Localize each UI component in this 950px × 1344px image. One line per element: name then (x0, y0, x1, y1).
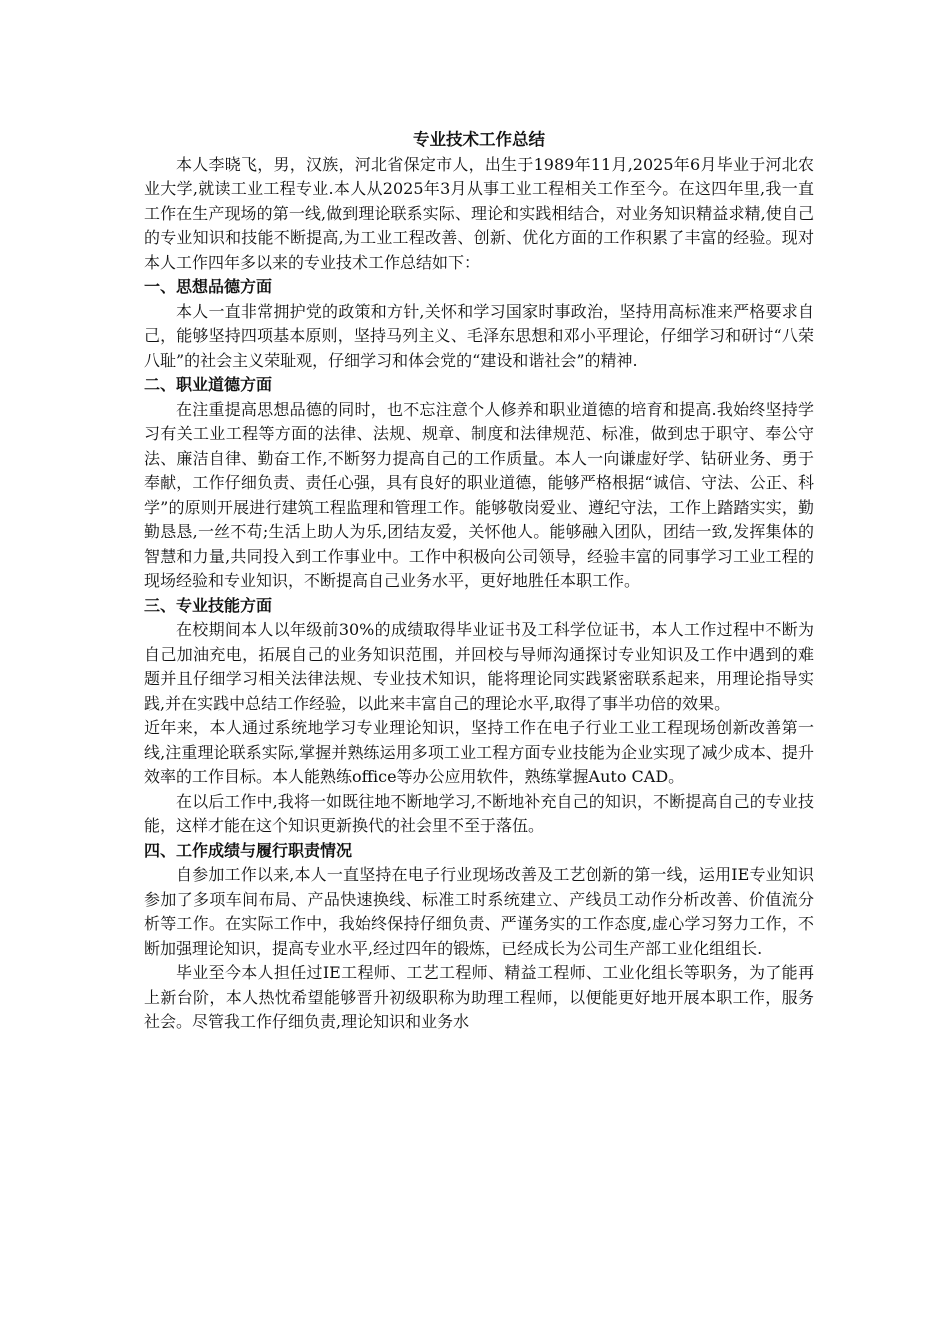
section-heading-3: 三、专业技能方面 (144, 595, 273, 615)
section-3-paragraph-3: 在以后工作中,我将一如既往地不断地学习,不断地补充自己的知识，不断提高自己的专业技能，这样才能在这个知识更新换代的社会里不至于落伍。 (144, 791, 814, 835)
section-2-paragraph-1: 在注重提高思想品德的同时，也不忘注意个人修养和职业道德的培育和提高.我始终坚持学习有关工业工程等方面的法律、法规、规章、制度和法律规范、标准，做到忠于职守、奉公守法、廉洁自律、勤奋工作,不断努力提高自己的工作质量。本人一向谦虚好学、钻研业务、勇于奉献，工作仔细负责、责任心强，具有良好的职业道德，能够严格根据“诚信、守法、公正、科学”的原则开展进行建筑工程监理和管理工作。能够敬岗爱业、遵纪守法，工作上踏踏实实，勤勤恳恳,一丝不苟;生活上助人为乐,团结友爱，关怀他人。能够融入团队，团结一致,发挥集体的智慧和力量,共同投入到工作事业中。工作中积极向公司领导，经验丰富的同事学习工业工程的现场经验和专业知识，不断提高自己业务水平，更好地胜任本职工作。 (144, 399, 814, 590)
section-3-paragraph-2: 近年来，本人通过系统地学习专业理论知识，坚持工作在电子行业工业工程现场创新改善第一线,注重理论联系实际,掌握并熟练运用多项工业工程方面专业技能为企业实现了减少成本、提升效率的工作目标。本人能熟练office等办公应用软件，熟练掌握Auto CAD。 (144, 718, 814, 786)
section-heading-1: 一、思想品德方面 (144, 277, 273, 296)
section-4-paragraph-2: 毕业至今本人担任过IE工程师、工艺工程师、精益工程师、工业化组长等职务，为了能再上新台阶，本人热忱希望能够晋升初级职称为助理工程师，以便能更好地开展本职工作，服务社会。尽管我工作仔细负责,理论知识和业务水 (144, 963, 814, 1031)
section-heading-2: 二、职业道德方面 (144, 375, 273, 394)
section-4-paragraph-1: 自参加工作以来,本人一直坚持在电子行业现场改善及工艺创新的第一线，运用IE专业知识参加了多项车间布局、产品快速换线、标准工时系统建立、产线员工动作分析改善、价值流分析等工作。在实际工作中，我始终保持仔细负责、严谨务实的工作态度,虚心学习努力工作，不断加强理论知识，提高专业水平,经过四年的锻炼，已经成长为公司生产部工业化组组长. (144, 865, 814, 958)
section-1-paragraph-1: 本人一直非常拥护党的政策和方针,关怀和学习国家时事政治，坚持用高标准来严格要求自己，能够坚持四项基本原则，坚持马列主义、毛泽东思想和邓小平理论，仔细学习和研讨“八荣八耻”的社会主义荣耻观，仔细学习和体会党的“建设和谐社会”的精神. (144, 301, 814, 370)
intro-paragraph: 本人李晓飞，男，汉族，河北省保定市人，出生于1989年11月,2025年6月毕业于河北农业大学,就读工业工程专业.本人从2025年3月从事工业工程相关工作至今。在这四年里,我一直工作在生产现场的第一线,做到理论联系实际、理论和实践相结合，对业务知识精益求精,使自己的专业知识和技能不断提高,为工业工程改善、创新、优化方面的工作积累了丰富的经验。现对本人工作四年多以来的专业技术工作总结如下： (144, 154, 814, 272)
section-3-paragraph-1: 在校期间本人以年级前30%的成绩取得毕业证书及工科学位证书，本人工作过程中不断为自己加油充电，拓展自己的业务知识范围，并回校与导师沟通探讨专业知识及工作中遇到的难题并且仔细学习相关法律法规、专业技术知识，能将理论同实践紧密联系起来，用理论指导实践,并在实践中总结工作经验，以此来丰富自己的理论水平,取得了事半功倍的效果。 (144, 620, 814, 713)
section-heading-4: 四、工作成绩与履行职责情况 (144, 840, 353, 860)
document-title: 专业技术工作总结 (413, 130, 545, 149)
